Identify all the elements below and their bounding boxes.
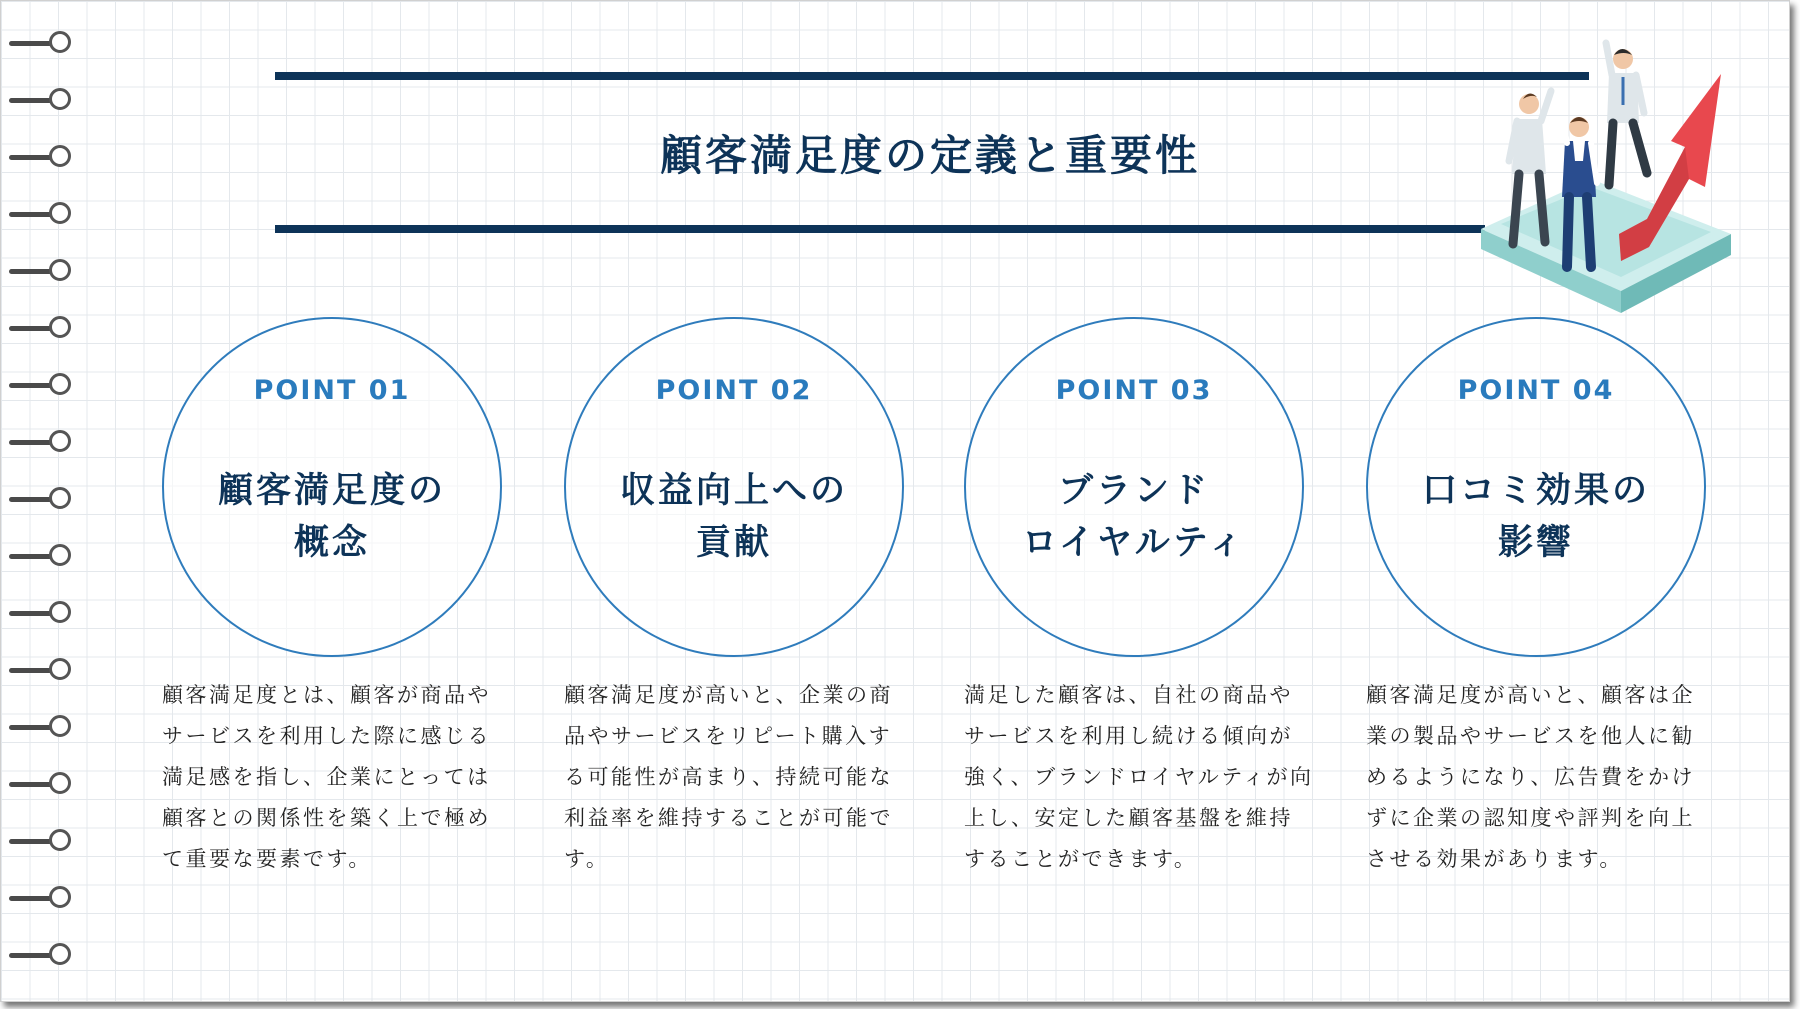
binder-ring-icon [9, 542, 71, 572]
title-top-rule [275, 72, 1589, 80]
point-title: 顧客満足度の 概念 [217, 471, 446, 563]
page-title: 顧客満足度の定義と重要性 [659, 131, 1200, 180]
binder-ring-icon [9, 428, 71, 458]
binder-rings [1, 29, 81, 989]
binder-ring-icon [9, 770, 71, 800]
binder-ring-icon [9, 884, 71, 914]
binder-ring-icon [9, 314, 71, 344]
binder-ring-icon [9, 143, 71, 173]
point-description: 満足した顧客は、自社の商品やサービスを利用し続ける傾向が強く、ブランドロイヤルティが向上し、安定した顧客基盤を維持することができます。 [964, 683, 1314, 871]
binder-ring-icon [9, 371, 71, 401]
point-description: 顧客満足度とは、顧客が商品やサービスを利用した際に感じる満足感を指し、企業にとっては顧客との関係性を築く上で極めて重要な要素です。 [162, 683, 491, 871]
point-label: POINT 02 [655, 375, 813, 406]
binder-ring-icon [9, 485, 71, 515]
binder-ring-icon [9, 713, 71, 743]
binder-ring-icon [9, 200, 71, 230]
point-label: POINT 01 [253, 375, 411, 406]
point-description: 顧客満足度が高いと、顧客は企業の製品やサービスを他人に勧めるようになり、広告費をかけずに企業の認知度や評判を向上させる効果があります。 [1366, 683, 1695, 871]
point-label: POINT 03 [1055, 375, 1213, 406]
binder-ring-icon [9, 941, 71, 971]
point-title: ブランド ロイヤルティ [1022, 471, 1246, 563]
binder-ring-icon [9, 599, 71, 629]
binder-ring-icon [9, 257, 71, 287]
success-team-arrow-illustration [1471, 29, 1771, 329]
binder-ring-icon [9, 86, 71, 116]
title-bottom-rule [275, 225, 1485, 233]
binder-ring-icon [9, 29, 71, 59]
point-title: 口コミ効果の 影響 [1421, 471, 1650, 563]
binder-ring-icon [9, 827, 71, 857]
binder-ring-icon [9, 656, 71, 686]
point-label: POINT 04 [1457, 375, 1615, 406]
person-jumping-icon [1606, 43, 1647, 185]
point-description: 顧客満足度が高いと、企業の商品やサービスをリピート購入する可能性が高まり、持続可能な利益率を維持することが可能です。 [564, 683, 893, 871]
point-title: 収益向上への 貢献 [619, 471, 848, 563]
